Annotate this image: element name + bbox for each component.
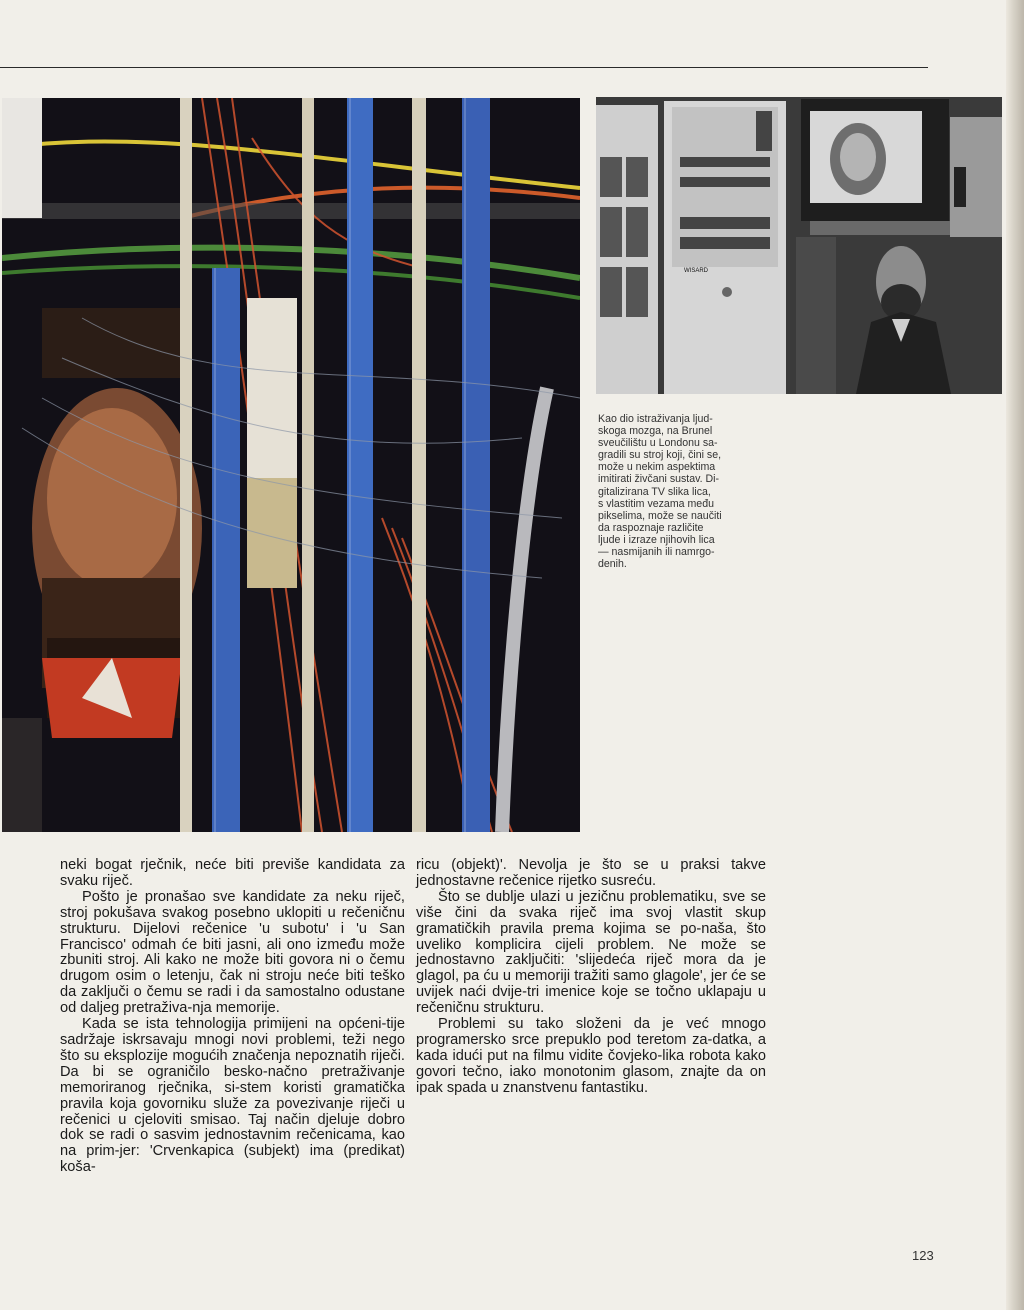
photo-wiring-face xyxy=(2,98,580,832)
paragraph: Što se dublje ulazi u jezičnu problematiku, sve se više čini da svaka riječ ima svoj vlastit skup gramatičkih pravila prema kojima se po-naša, što uveliko komplicira cijeli problem. Ne može se jednostavno zaključiti: 'slijedeća riječ mora da je glagol, pa ću u memoriji tražiti samo glagole', jer će se uvijek naći dvije-tri imenice koje se točno uklapaju u rečeničnu strukturu. xyxy=(416,888,766,1017)
text-column-right xyxy=(416,858,766,1097)
page-number: 123 xyxy=(912,1248,934,1263)
paragraph: neki bogat rječnik, neće biti previše kandidata za svaku riječ. xyxy=(60,857,405,889)
paragraph: Pošto je pronašao sve kandidate za neku riječ, stroj pokušava svakog posebno uklopiti u rečeničnu strukturu. Dijelovi rečenice 'u subotu' i 'u San Francisco' odmah će biti jasni, ali ono između može zbuniti stroj. Ali kako ne može biti govora ni o čemu drugom osim o letenju, čak ni stroju neće biti teško da zaključi o čemu se radi i da samostalno odustane od daljeg pretraživa-nja memorije. xyxy=(60,888,405,1017)
text-column-left xyxy=(60,858,405,1176)
paragraph: Kada se ista tehnologija primijeni na općeni-tije sadržaje iskrsavaju mnogi novi problemi, teži nego što su eksplozije mogućih značenja nepoznatih riječi. Da bi se ograničilo besko-načno pretraživanje memoriranog rječnika, si-stem koristi gramatička pravila koja govorniku služe za povezivanje riječi u rečenici u cjeloviti smisao. Taj način djeluje dobro dok se radi o sasvim jednostavnim rečenicama, kao na prim-jer: 'Crvenkapica (subjekt) ima (predikat) koša- xyxy=(60,1016,405,1176)
top-rule xyxy=(0,67,928,68)
photo-caption: Kao dio istraživanja ljud- skoga mozga, na Brunel sveučilištu u Londonu sa- gradili su stroj koji, čini se, može u nekim aspektima imitirati živčani sustav. Di- gitalizirana TV slika lica, s vlastitim vezama među pikselima, može se naučiti da raspoznaje različite ljude i izraze njihovih lica — nasmijanih ili namrgo- denih. xyxy=(598,413,722,571)
page-edge xyxy=(1006,0,1024,1310)
photo-wisard-machine xyxy=(596,97,1002,394)
paragraph: ricu (objekt)'. Nevolja je što se u praksi takve jednostavne rečenice rijetko susreću. xyxy=(416,857,766,889)
paragraph: Problemi su tako složeni da je već mnogo programersko srce prepuklo pod teretom za-datka, a kada idući put na filmu vidite čovjeko-lika robota kako govori tečno, iako monotonim glasom, znajte da on ipak spada u znanstvenu fantastiku. xyxy=(416,1016,766,1096)
wisard-label: WISARD xyxy=(684,268,708,274)
